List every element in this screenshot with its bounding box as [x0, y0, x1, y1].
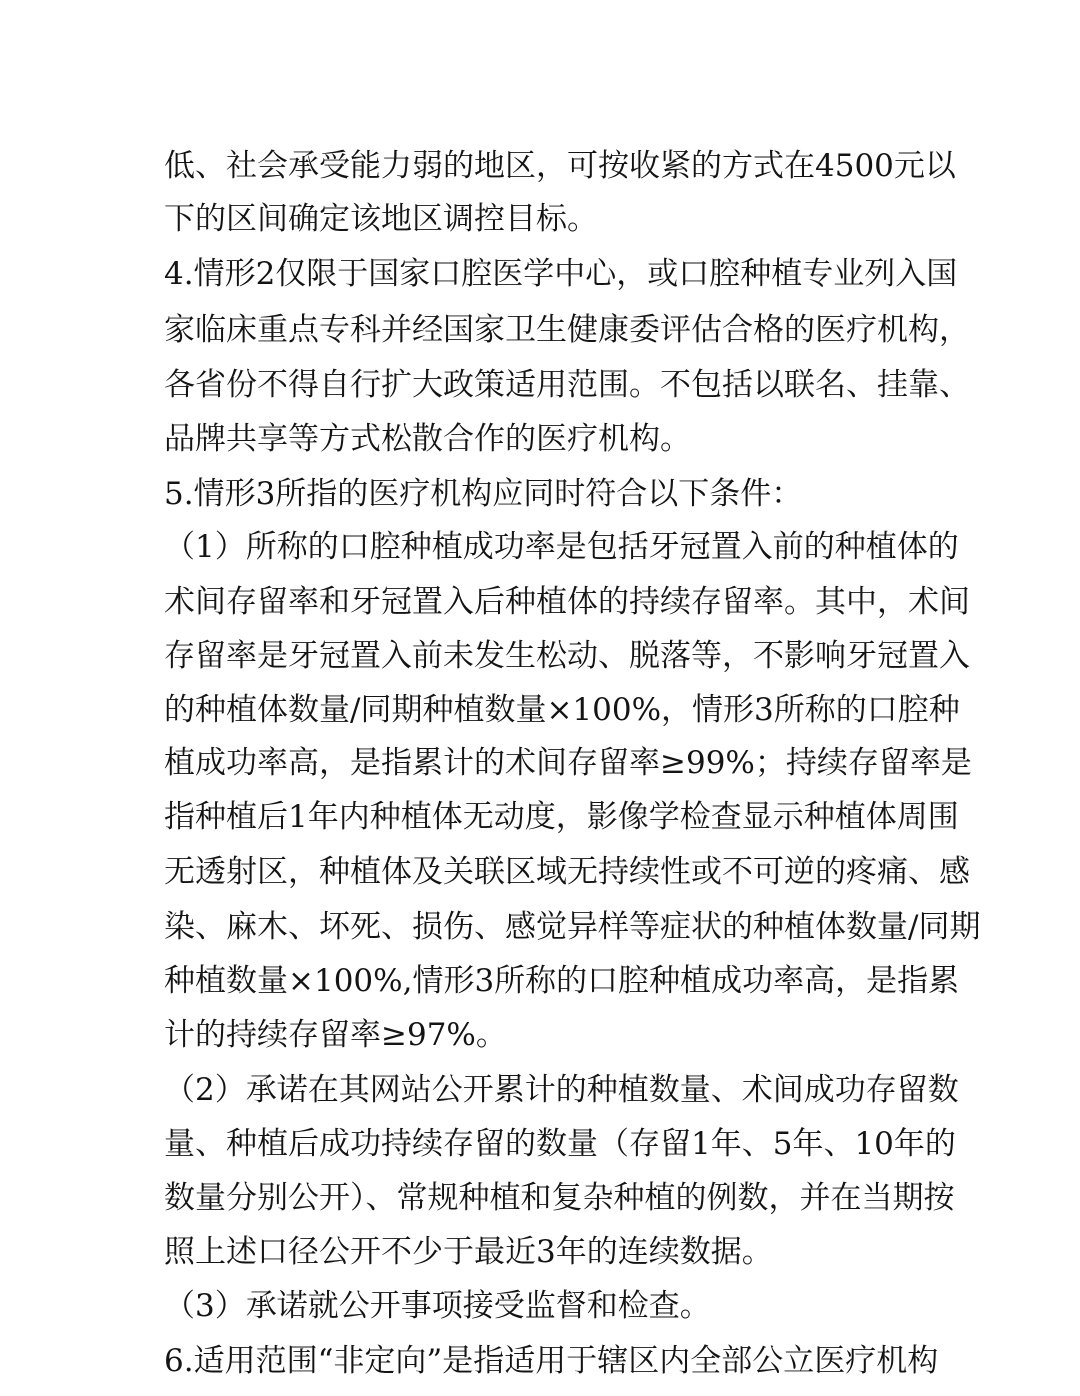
text-line-content: （2）承诺在其网站公开累计的种植数量、术间成功存留数 — [164, 1072, 959, 1108]
text-line — [0, 361, 1080, 409]
text-line-content: 品牌共享等方式松散合作的医疗机构。 — [164, 421, 691, 457]
text-line-content: 各省份不得自行扩大政策适用范围。不包括以联名、挂靠、 — [164, 367, 970, 403]
text-line — [0, 306, 1080, 354]
text-line-content: （1）所称的口腔种植成功率是包括牙冠置入前的种植体的 — [164, 529, 959, 565]
text-line-content: 下的区间确定该地区调控目标。 — [164, 201, 598, 237]
text-line-content: 种植数量×100%,情形3所称的口腔种植成功率高，是指累 — [164, 963, 960, 999]
text-line — [0, 195, 1080, 243]
text-line — [0, 848, 1080, 896]
text-line — [0, 903, 1080, 951]
text-line-content: （3）承诺就公开事项接受监督和检查。 — [164, 1288, 711, 1324]
text-line-content: 低、社会承受能力弱的地区，可按收紧的方式在4500元以 — [164, 148, 956, 184]
text-line — [0, 1011, 1080, 1059]
text-line — [0, 632, 1080, 680]
text-line-content: 的种植体数量/同期种植数量×100%，情形3所称的口腔种 — [164, 692, 960, 728]
text-line — [0, 415, 1080, 463]
text-line-content: 6.适用范围“非定向”是指适用于辖区内全部公立医疗机构 — [164, 1343, 939, 1379]
text-line-content: 照上述口径公开不少于最近3年的连续数据。 — [164, 1234, 773, 1270]
text-line — [0, 793, 1080, 841]
text-line — [0, 1174, 1080, 1222]
text-line — [0, 739, 1080, 787]
text-line — [0, 686, 1080, 734]
text-line-content: 存留率是牙冠置入前未发生松动、脱落等，不影响牙冠置入 — [164, 638, 970, 674]
text-line-content: 无透射区，种植体及关联区域无持续性或不可逆的疼痛、感 — [164, 854, 970, 890]
numbered-paragraph-line — [0, 250, 1080, 298]
text-line — [0, 142, 1080, 190]
text-line-content: 4.情形2仅限于国家口腔医学中心，或口腔种植专业列入国 — [164, 256, 958, 292]
text-line-content: 量、种植后成功持续存留的数量（存留1年、5年、10年的 — [164, 1126, 956, 1162]
text-line-content: 植成功率高，是指累计的术间存留率≥99%；持续存留率是 — [164, 745, 972, 781]
text-line — [0, 578, 1080, 626]
sub-item-line — [0, 523, 1080, 571]
text-line-content: 数量分别公开）、常规种植和复杂种植的例数，并在当期按 — [164, 1180, 955, 1216]
text-line — [0, 1120, 1080, 1168]
numbered-paragraph-line — [0, 1337, 1080, 1385]
text-line-content: 染、麻木、坏死、损伤、感觉异样等症状的种植体数量/同期 — [164, 909, 981, 945]
text-line-content: 计的持续存留率≥97%。 — [164, 1017, 507, 1053]
text-line-content: 5.情形3所指的医疗机构应同时符合以下条件： — [164, 476, 803, 512]
text-line-content: 家临床重点专科并经国家卫生健康委评估合格的医疗机构， — [164, 312, 970, 348]
sub-item-line — [0, 1282, 1080, 1330]
numbered-paragraph-line — [0, 470, 1080, 518]
text-line-content: 指种植后1年内种植体无动度，影像学检查显示种植体周围 — [164, 799, 959, 835]
text-line — [0, 957, 1080, 1005]
sub-item-line — [0, 1066, 1080, 1114]
text-line-content: 术间存留率和牙冠置入后种植体的持续存留率。其中，术间 — [164, 584, 970, 620]
text-line — [0, 1228, 1080, 1276]
